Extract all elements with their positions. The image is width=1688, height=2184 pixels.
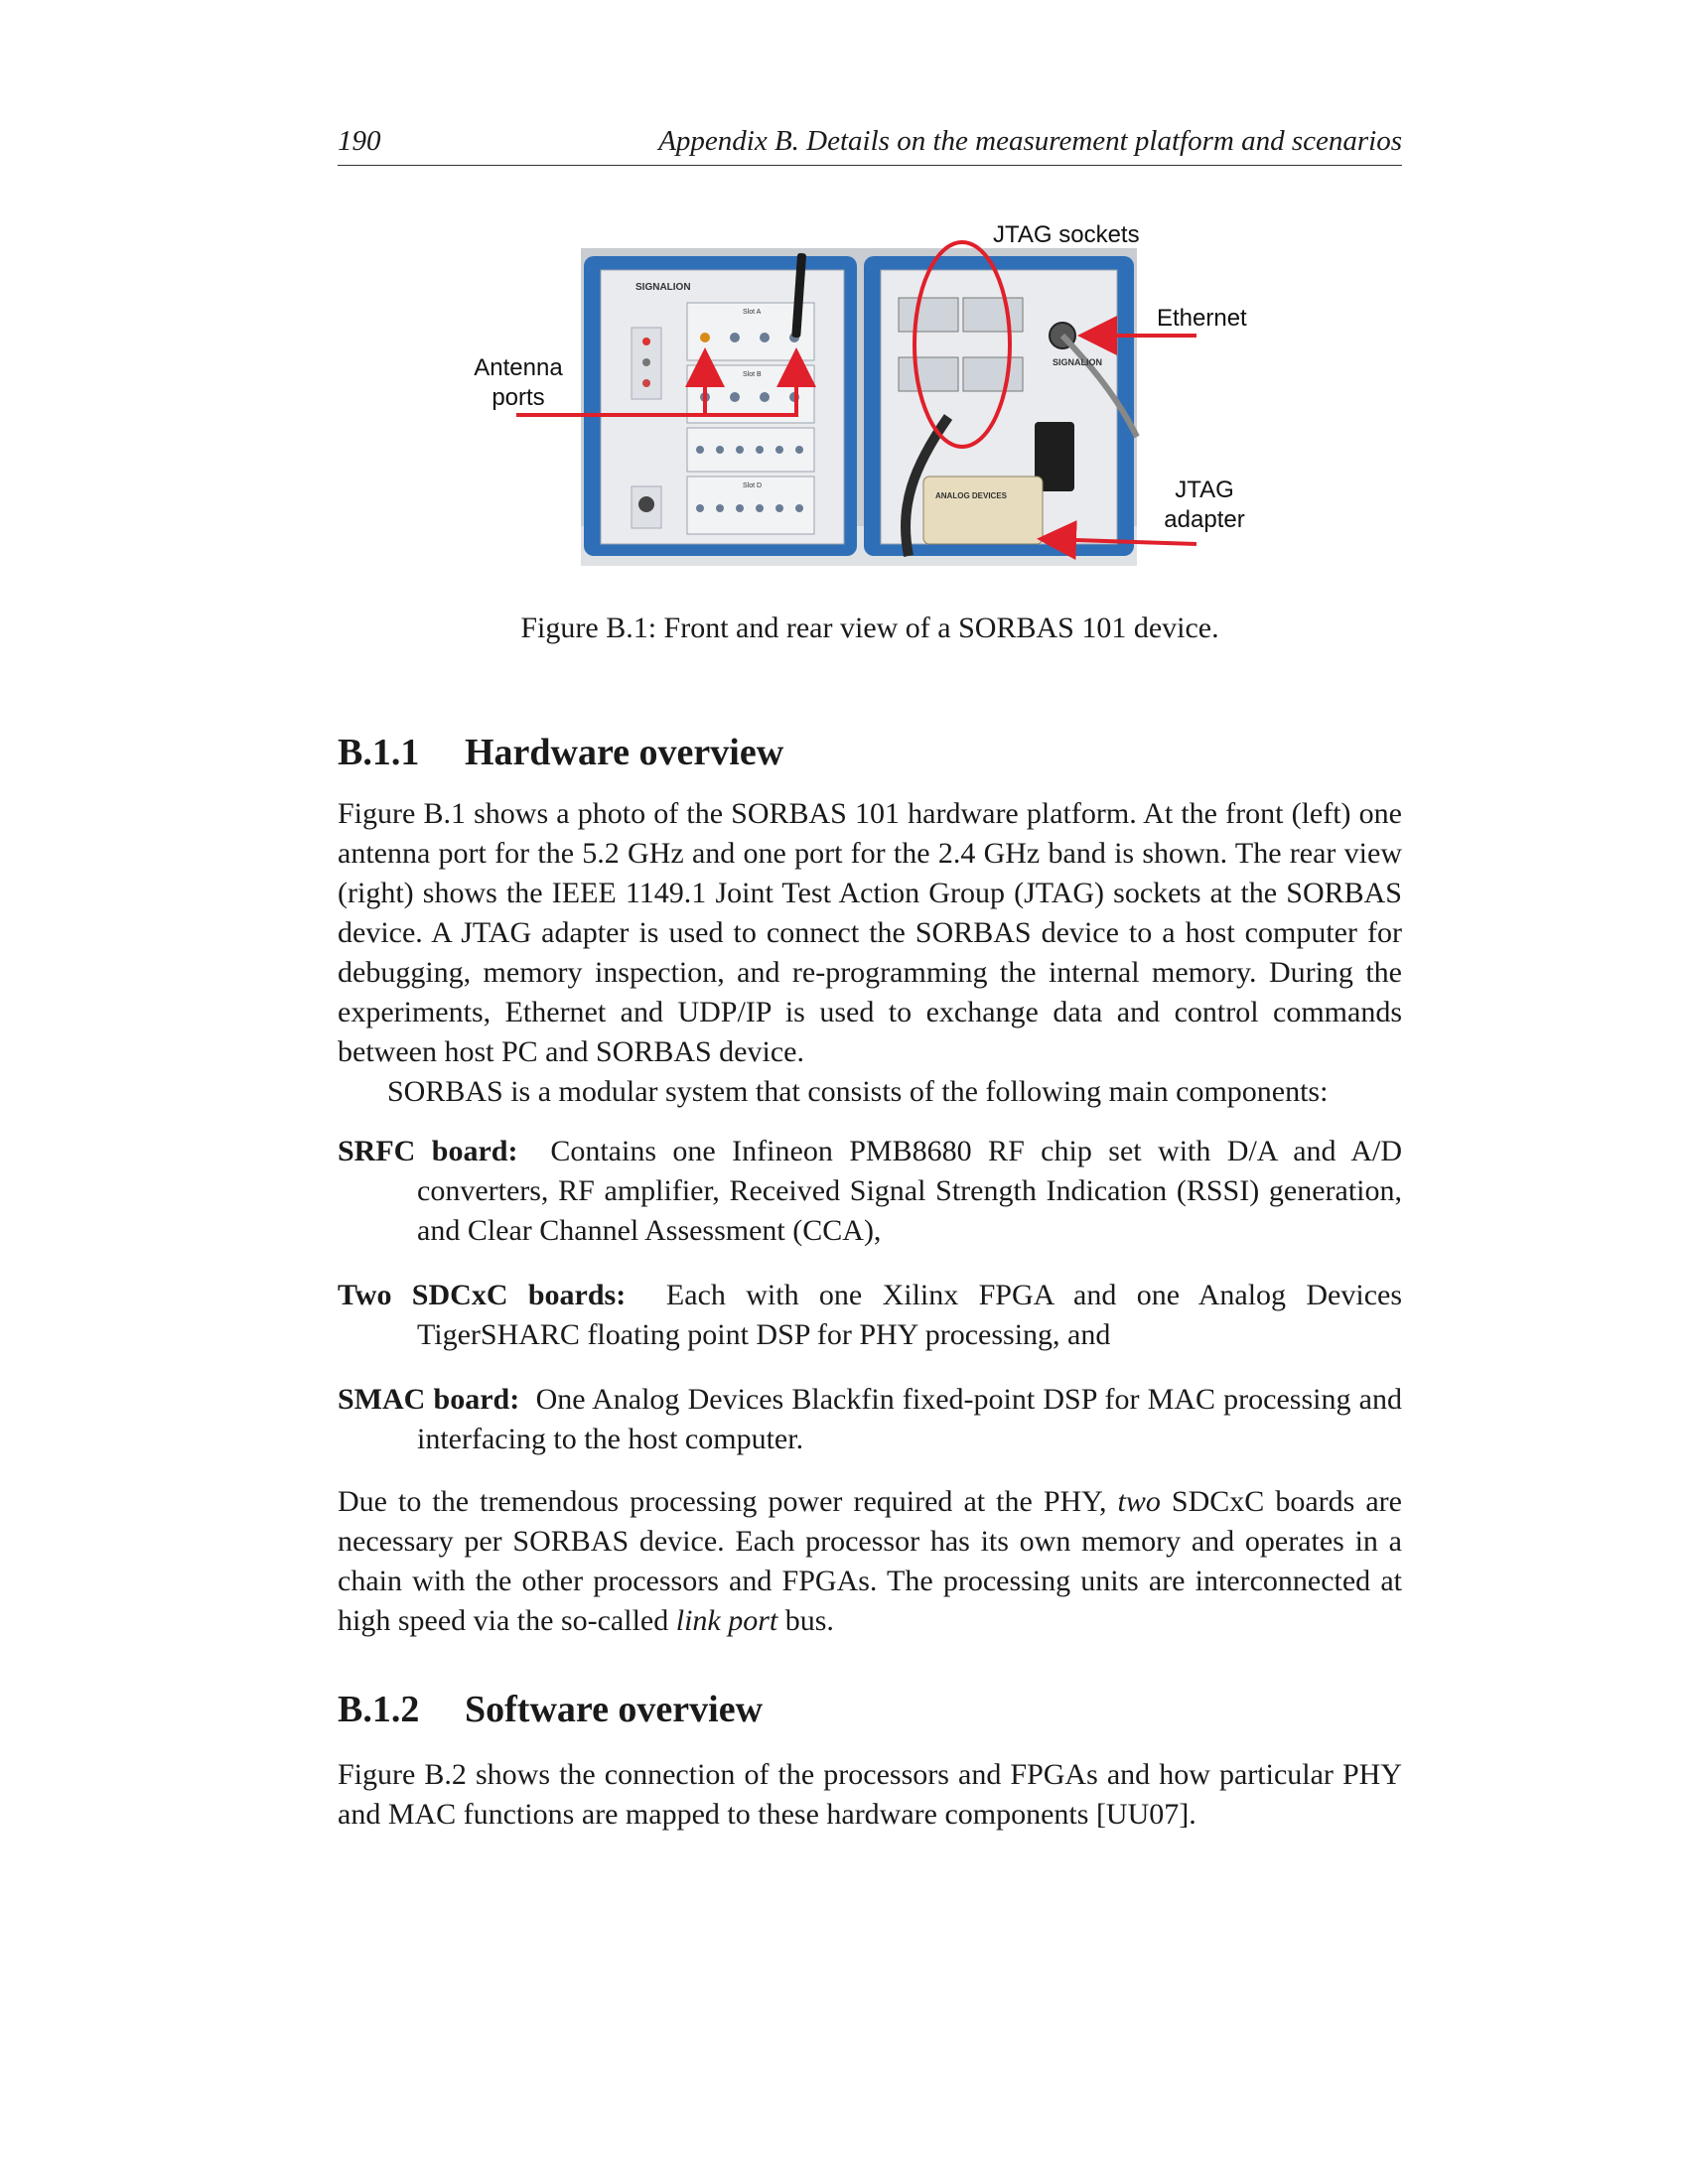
list-item-term: SMAC board: [338,1383,520,1416]
front-case [584,253,857,556]
callout-antenna-line2: ports [492,384,545,411]
figure-b1 [0,208,1688,606]
list-item-term: Two SDCxC boards: [338,1279,627,1311]
paragraph-software-intro: Figure B.2 shows the connection of the processors and FPGAs and how particular PHY and MAC functions are mapped to these hardware components [UU07]. [338,1758,1402,1831]
section-heading-software [338,1688,763,1731]
rear-brand-label: SIGNALION [1053,357,1103,367]
list-item-description: One Analog Devices Blackfin fixed-point DSP for MAC processing and interfacing to the host computer. [417,1383,1402,1455]
list-item-description: Contains one Infineon PMB8680 RF chip set with D/A and A/D converters, RF amplifier, Received Signal Strength Indication (RSSI) generation, and Clear Channel Assessment (CCA), [417,1135,1403,1247]
running-title: Appendix B. Details on the measurement platform and scenarios [658,125,1402,157]
reset-button-icon [638,496,654,512]
running-header [338,121,1402,166]
jtag-socket [963,298,1023,332]
power-led-icon [642,338,650,345]
error-led-icon [642,379,650,387]
callout-ethernet: Ethernet [1157,305,1247,332]
list-item-smac [338,1380,1402,1459]
status-led-icon [642,358,650,366]
emphasis-link-port: link port [675,1604,778,1637]
callout-jtag-adapter-line1: JTAG [1175,477,1234,503]
figure-caption: Figure B.1: Front and rear view of a SORBAS 101 device. [520,612,1219,644]
front-brand-label: SIGNALION [635,282,691,293]
callout-jtag-adapter-line2: adapter [1164,506,1245,533]
slot-c-panel [687,428,814,472]
jtag-adapter-box [923,477,1043,544]
section-number: B.1.1 [338,732,420,773]
svg-text:Slot D: Slot D [743,482,763,489]
svg-text:Slot B: Slot B [743,371,762,378]
section-title: Hardware overview [465,732,784,773]
section-number: B.1.2 [338,1689,420,1730]
callout-jtag-sockets: JTAG sockets [993,221,1140,248]
svg-text:ANALOG DEVICES: ANALOG DEVICES [935,491,1008,500]
paragraph-processing-power: Due to the tremendous processing power required at the PHY, two SDCxC boards are necessary per SORBAS device. Each processor has its own memory and operates in a chain with the other processors and FPGAs. The processing units are interconnected at high speed via the so-called link port bus. [338,1485,1402,1637]
list-item-sdcxc [338,1276,1402,1355]
list-item-term: SRFC board: [338,1135,518,1167]
paragraph-components-intro: SORBAS is a modular system that consists of the following main components: [387,1075,1329,1108]
callout-antenna-line1: Antenna [474,354,563,381]
section-heading-hardware [338,731,783,774]
paragraph-hardware-intro: Figure B.1 shows a photo of the SORBAS 101 hardware platform. At the front (left) one antenna port for the 5.2 GHz and one port for the 2.4 GHz band is shown. The rear view (right) shows the IEEE 1149.1 Joint Test Action Group (JTAG) sockets at the SORBAS device. A JTAG adapter is used to connect the SORBAS device to a host computer for debugging, memory inspection, and re-programming the internal memory. During the experiments, Ethernet and UDP/IP is used to exchange data and control commands between host PC and SORBAS device. [338,797,1402,1068]
jtag-socket [899,357,958,391]
section-title: Software overview [465,1689,764,1730]
page-number: 190 [338,125,381,157]
list-item-description: Each with one Xilinx FPGA and one Analog Devices TigerSHARC floating point DSP for PHY processing, and [417,1279,1403,1351]
svg-text:Slot A: Slot A [743,309,762,316]
list-item-srfc [338,1132,1402,1251]
device-photo [0,208,1688,606]
emphasis-two: two [1117,1485,1161,1518]
jtag-socket [899,298,958,332]
jtag-socket [963,357,1023,391]
